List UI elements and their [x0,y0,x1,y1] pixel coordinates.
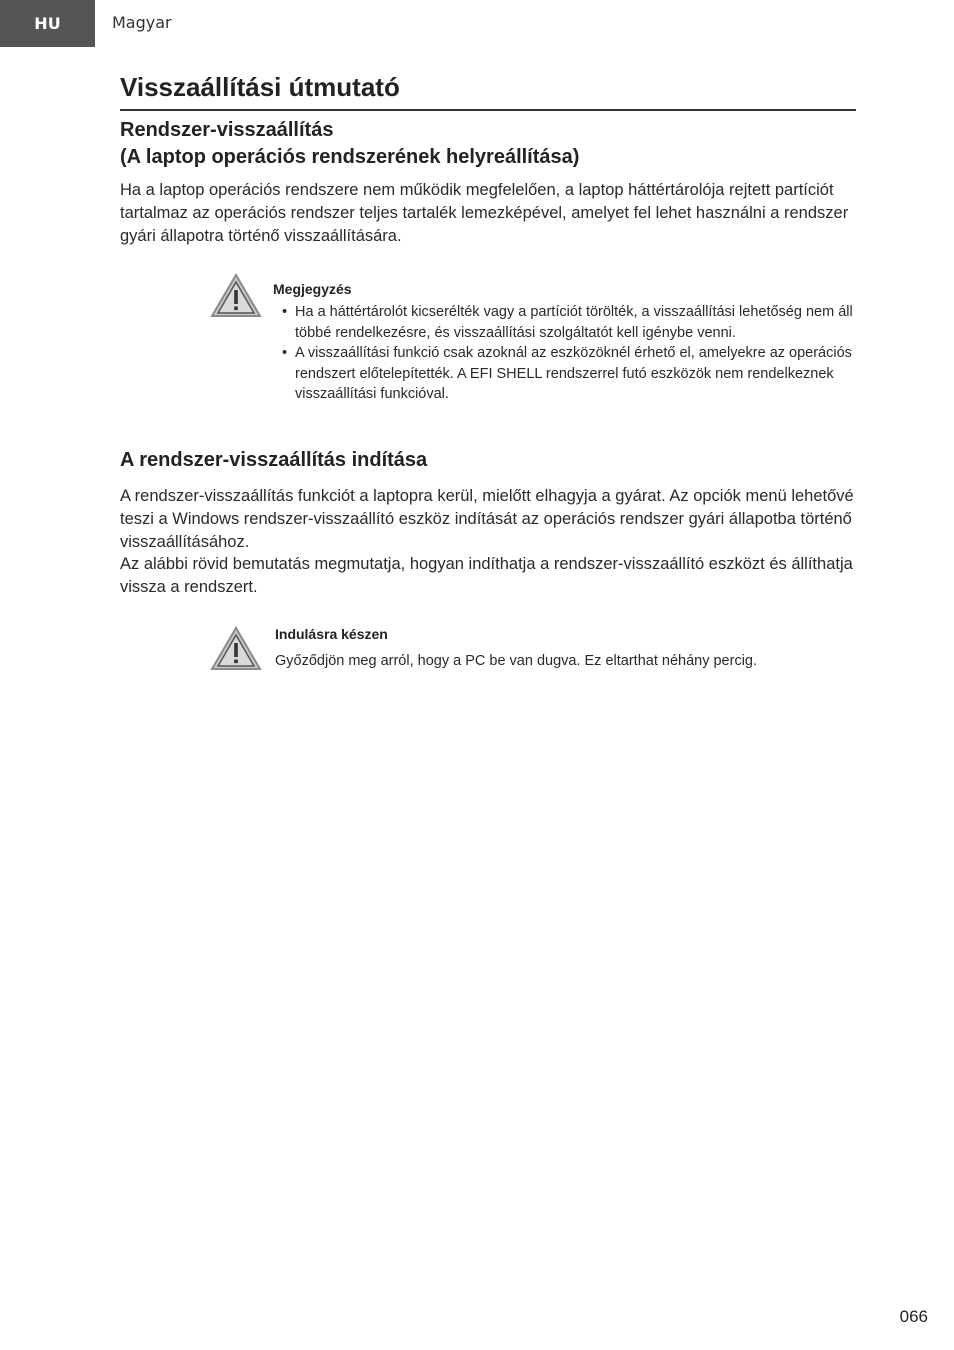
warning-triangle-icon [210,625,262,671]
note-title: Megjegyzés [273,281,352,297]
list-item: • A visszaállítási funkció csak azoknál az eszközöknél érhető el, amelyekre az operációs rendszert előtelepítették. A EFI SHELL rendszerrel futó eszközök nem rendelkeznek visszaállítási funkcióval. [282,345,852,402]
ready-note-text: Győződjön meg arról, hogy a PC be van dugva. Ez eltarthat néhány percig. [275,653,758,669]
page-title: Visszaállítási útmutató [120,72,856,111]
section-heading-line2: (A laptop operációs rendszerének helyreállítása) [120,146,580,168]
start-paragraph: A rendszer-visszaállítás funkciót a laptopra kerül, mielőtt elhagyja a gyárat. Az opciók menü lehetővé teszi a Windows rendszer-visszaállító eszköz indítását az operációs rendszer gyári állapotba történő visszaállításához. [120,487,854,551]
start-paragraph-2: Az alábbi rövid bemutatás megmutatja, hogyan indíthatja a rendszer-visszaállító eszközt és állíthatja vissza a rendszert. [120,555,853,596]
section-heading-line1: Rendszer-visszaállítás [120,119,334,141]
list-item: • Ha a háttértárolót kicserélték vagy a partíciót törölték, a visszaállítási lehetőség nem áll többé rendelkezésre, és visszaállítási szolgáltatót kell igénybe venni. [282,304,853,341]
note-bullet-list [282,302,854,405]
warning-triangle-icon [210,272,262,318]
page-number: 066 [899,1307,928,1326]
language-name: Magyar [112,13,172,32]
language-code-tab: HU [0,0,95,47]
intro-paragraph: Ha a laptop operációs rendszere nem működik megfelelően, a laptop háttértárolója rejtett partíciót tartalmaz az operációs rendszer teljes tartalék lemezképével, amelyet fel lehet használni a rendszer gyári állapotra történő visszaállítására. [120,181,849,245]
section-heading-start: A rendszer-visszaállítás indítása [120,449,428,471]
ready-note-title: Indulásra készen [275,626,388,642]
